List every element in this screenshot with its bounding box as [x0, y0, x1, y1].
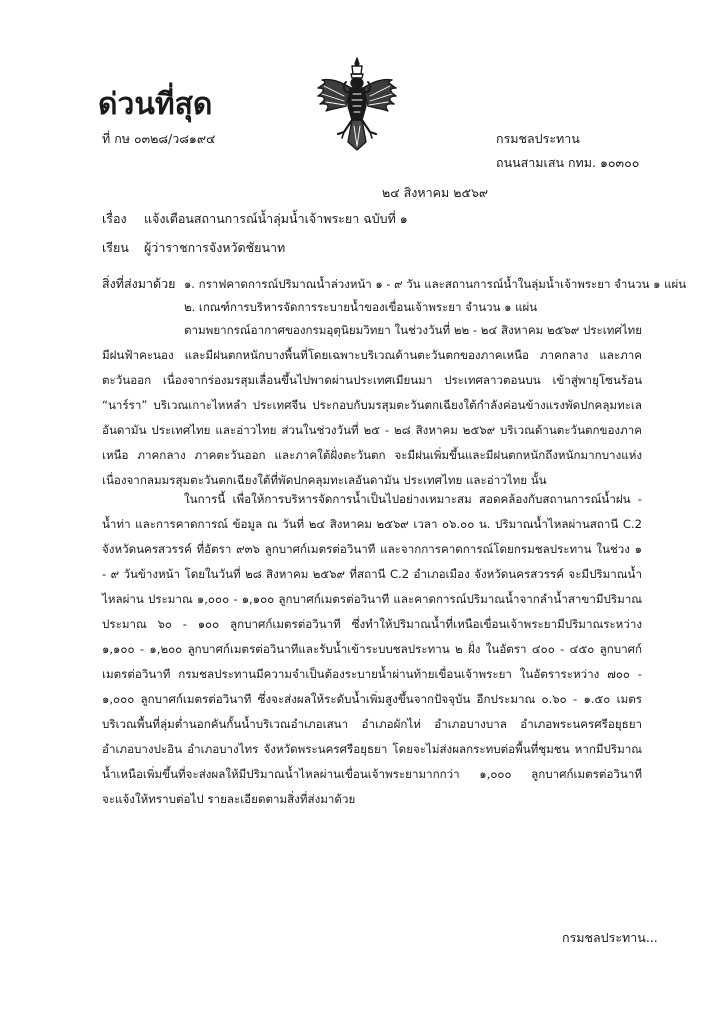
document-date: ๒๔ สิงหาคม ๒๕๖๙ — [382, 185, 489, 200]
body-paragraph: ตามพยากรณ์อากาศของกรมอุตุนิยมวิทยา ในช่วงวันที่ ๒๒ - ๒๔ สิงหาคม ๒๕๖๙ ประเทศไทยมีฝนฟ้าคะนอง และมีฝนตกหนักบางพื้นที่โดยเฉพาะบริเวณด้านตะวันตกของภาคเหนือ ภาคกลาง และภาคตะวันออก เนื่องจากร่องมรสุมเลื่อนขึ้นไปพาดผ่านประเทศเมียนมา ประเทศลาวตอนบน เข้าสู่พายุโซนร้อน “นาร์รา” บริเวณเกาะไหหลำ ประเทศจีน ประกอบกับมรสุมตะวันตกเฉียงใต้กำลังค่อนข้างแรงพัดปกคลุมทะเลอันดามัน ประเทศไทย และอ่าวไทย ส่วนในช่วงวันที่ ๒๕ - ๒๘ สิงหาคม ๒๕๖๙ บริเวณด้านตะวันตกของภาคเหนือ ภาคกลาง ภาคตะวันออก และภาคใต้ฝั่งตะวันตก จะมีฝนเพิ่มขึ้นและมีฝนตกหนักถึงหนักมากบางแห่ง เนื่องจากลมมรสุมตะวันตกเฉียงใต้ที่พัดปกคลุมทะเลอันดามัน ประเทศไทย และอ่าวไทย นั้น — [102, 323, 642, 487]
body-paragraph: ในการนี้ เพื่อให้การบริหารจัดการน้ำเป็นไปอย่างเหมาะสม สอดคล้องกับสถานการณ์น้ำฝน - น้ำท่า และการคาดการณ์ ข้อมูล ณ วันที่ ๒๔ สิงหาคม ๒๕๖๙ เวลา ๐๖.๐๐ น. ปริมาณน้ำไหลผ่านสถานี C.2 จังหวัดนครสวรรค์ ที่อัตรา ๙๓๖ ลูกบาศก์เมตรต่อวินาที และจากการคาดการณ์โดยกรมชลประทาน ในช่วง ๑ - ๙ วันข้างหน้า โดยในวันที่ ๒๘ สิงหาคม ๒๕๖๙ ที่สถานี C.2 อำเภอเมือง จังหวัดนครสวรรค์ จะมีปริมาณน้ำไหลผ่าน ประมาณ ๑,๐๐๐ - ๑,๑๐๐ ลูกบาศก์เมตรต่อวินาที และคาดการณ์ปริมาณน้ำจากลำน้ำสาขามีปริมาณประมาณ ๖๐ - ๑๐๐ ลูกบาศก์เมตรต่อวินาที ซึ่งทำให้ปริมาณน้ำที่เหนือเขื่อนเจ้าพระยามีปริมาณระหว่าง ๑,๑๐๐ - ๑,๒๐๐ ลูกบาศก์เมตรต่อวินาทีและรับน้ำเข้าระบบชลประทาน ๒ ฝั่ง ในอัตรา ๔๐๐ - ๔๕๐ ลูกบาศก์เมตรต่อวินาที กรมชลประทานมีความจำเป็นต้องระบายน้ำผ่านท้ายเขื่อนเจ้าพระยา ในอัตราระหว่าง ๗๐๐ - ๑,๐๐๐ ลูกบาศก์เมตรต่อวินาที ซึ่งจะส่งผลให้ระดับน้ำเพิ่มสูงขึ้นจากปัจจุบัน อีกประมาณ ๐.๖๐ - ๑.๕๐ เมตร บริเวณพื้นที่ลุ่มต่ำนอกคันกั้นน้ำบริเวณอำเภอเสนา อำเภอผักไห่ อำเภอบางบาล อำเภอพระนครศรีอยุธยา อำเภอบางปะอิน อำเภอบางไทร จังหวัดพระนครศรีอยุธยา โดยจะไม่ส่งผลกระทบต่อพื้นที่ชุมชน หากมีปริมาณน้ำเหนือเพิ่มขึ้นที่จะส่งผลให้มีปริมาณน้ำไหลผ่านเขื่อนเจ้าพระยามากกว่า ๑,๐๐๐ ลูกบาศก์เมตรต่อวินาที จะแจ้งให้ทราบต่อไป รายละเอียดตามสิ่งที่ส่งมาด้วย — [102, 492, 642, 806]
enclosure-item: ๒. เกณฑ์การบริหารจัดการระบายน้ำของเขื่อนเจ้าพระยา จำนวน ๑ แผ่น — [184, 300, 538, 314]
enclosures-label: สิ่งที่ส่งมาด้วย — [102, 276, 176, 291]
addressee-text: ผู้ว่าราชการจังหวัดชัยนาท — [143, 240, 286, 255]
sender-address: ถนนสามเสน กทม. ๑๐๓๐๐ — [496, 155, 640, 170]
enclosure-item: ๑. กราฟคาดการณ์ปริมาณน้ำล่วงหน้า ๑ - ๙ วัน และสถานการณ์น้ำในลุ่มน้ำเจ้าพระยา จำนวน ๑ แผ่น — [184, 277, 687, 291]
addressee-line — [102, 240, 285, 256]
urgency-stamp: ด่วนที่สุด — [98, 87, 213, 122]
reference-number: ที่ กษ ๐๓๒๘/ว๘๑๙๔ — [102, 131, 216, 146]
subject-label: เรื่อง — [102, 211, 127, 226]
page-continuation: กรมชลประทาน... — [562, 930, 658, 945]
addressee-label: เรียน — [102, 240, 129, 255]
garuda-emblem-icon — [314, 56, 400, 152]
sender-organization: กรมชลประทาน — [496, 131, 580, 146]
subject-text: แจ้งเตือนสถานการณ์น้ำลุ่มน้ำเจ้าพระยา ฉบับที่ ๑ — [143, 211, 408, 226]
subject-line — [102, 211, 408, 227]
